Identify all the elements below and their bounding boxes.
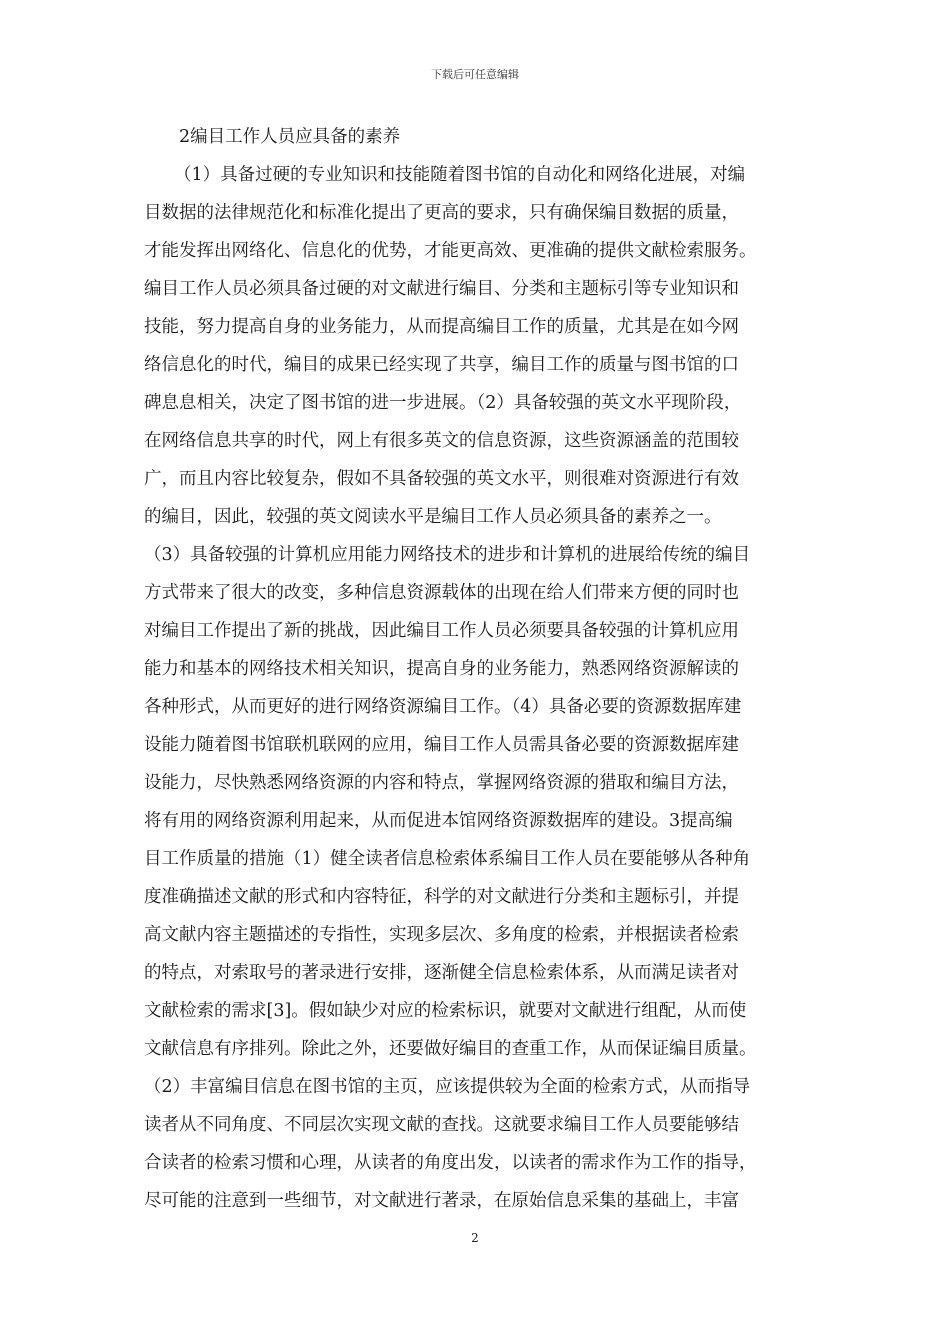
paragraph-line: 目数据的法律规范化和标准化提出了更高的要求，只有确保编目数据的质量， xyxy=(144,203,739,223)
paragraph-line: 将有用的网络资源利用起来，从而促进本馆网络资源数据库的建设。3提高编 xyxy=(144,811,733,831)
paragraph-line: 设能力随着图书馆联机联网的应用，编目工作人员需具备必要的资源数据库建 xyxy=(144,735,739,755)
page-header: 下载后可任意编辑 xyxy=(431,68,519,81)
paragraph-line: 设能力，尽快熟悉网络资源的内容和特点，掌握网络资源的猎取和编目方法， xyxy=(144,773,739,793)
paragraph-line: 碑息息相关，决定了图书馆的进一步进展。（2）具备较强的英文水平现阶段， xyxy=(144,393,742,413)
document-body xyxy=(144,118,808,1220)
paragraph-line: （1）具备过硬的专业知识和技能随着图书馆的自动化和网络化进展，对编 xyxy=(174,165,746,185)
paragraph-line: 文献检索的需求[3]。假如缺少对应的检索标识，就要对文献进行组配，从而使 xyxy=(144,1001,747,1021)
page-number: 2 xyxy=(471,1231,479,1245)
paragraph-line: 合读者的检索习惯和心理，从读者的角度出发，以读者的需求作为工作的指导， xyxy=(144,1153,757,1173)
paragraph-line: 读者从不同角度、不同层次实现文献的查找。这就要求编目工作人员要能够结 xyxy=(144,1115,739,1135)
paragraph-line: 各种形式，从而更好的进行网络资源编目工作。（4）具备必要的资源数据库建 xyxy=(144,697,742,717)
paragraph-line: （2）丰富编目信息在图书馆的主页，应该提供较为全面的检索方式，从而指导 xyxy=(144,1077,751,1097)
paragraph-line: 广，而且内容比较复杂，假如不具备较强的英文水平，则很难对资源进行有效 xyxy=(144,469,739,489)
paragraph-line: 度准确描述文献的形式和内容特征，科学的对文献进行分类和主题标引，并提 xyxy=(144,887,739,907)
paragraph-line: 高文献内容主题描述的专指性，实现多层次、多角度的检索，并根据读者检索 xyxy=(144,925,739,945)
section-heading: 2编目工作人员应具备的素养 xyxy=(179,127,401,147)
paragraph-line: 技能，努力提高自身的业务能力，从而提高编目工作的质量，尤其是在如今网 xyxy=(144,317,739,337)
paragraph-line: 编目工作人员必须具备过硬的对文献进行编目、分类和主题标引等专业知识和 xyxy=(144,279,739,299)
paragraph-line: 尽可能的注意到一些细节，对文献进行著录，在原始信息采集的基础上，丰富 xyxy=(144,1191,739,1211)
paragraph-line: 文献信息有序排列。除此之外，还要做好编目的查重工作，从而保证编目质量。 xyxy=(144,1039,757,1059)
paragraph-line: 的特点，对索取号的著录进行安排，逐渐健全信息检索体系，从而满足读者对 xyxy=(144,963,739,983)
paragraph-line: 才能发挥出网络化、信息化的优势，才能更高效、更准确的提供文献检索服务。 xyxy=(144,241,757,261)
paragraph-line: 能力和基本的网络技术相关知识，提高自身的业务能力，熟悉网络资源解读的 xyxy=(144,659,739,679)
paragraph-line: （3）具备较强的计算机应用能力网络技术的进步和计算机的进展给传统的编目 xyxy=(144,545,751,565)
paragraph-line: 的编目，因此，较强的英文阅读水平是编目工作人员必须具备的素养之一。 xyxy=(144,507,722,527)
paragraph-line: 对编目工作提出了新的挑战，因此编目工作人员必须要具备较强的计算机应用 xyxy=(144,621,739,641)
paragraph-line: 络信息化的时代，编目的成果已经实现了共享，编目工作的质量与图书馆的口 xyxy=(144,355,739,375)
paragraph-line: 在网络信息共享的时代，网上有很多英文的信息资源，这些资源涵盖的范围较 xyxy=(144,431,739,451)
paragraph-line: 目工作质量的措施（1）健全读者信息检索体系编目工作人员在要能够从各种角 xyxy=(144,849,751,869)
paragraph-line: 方式带来了很大的改变，多种信息资源载体的出现在给人们带来方便的同时也 xyxy=(144,583,739,603)
